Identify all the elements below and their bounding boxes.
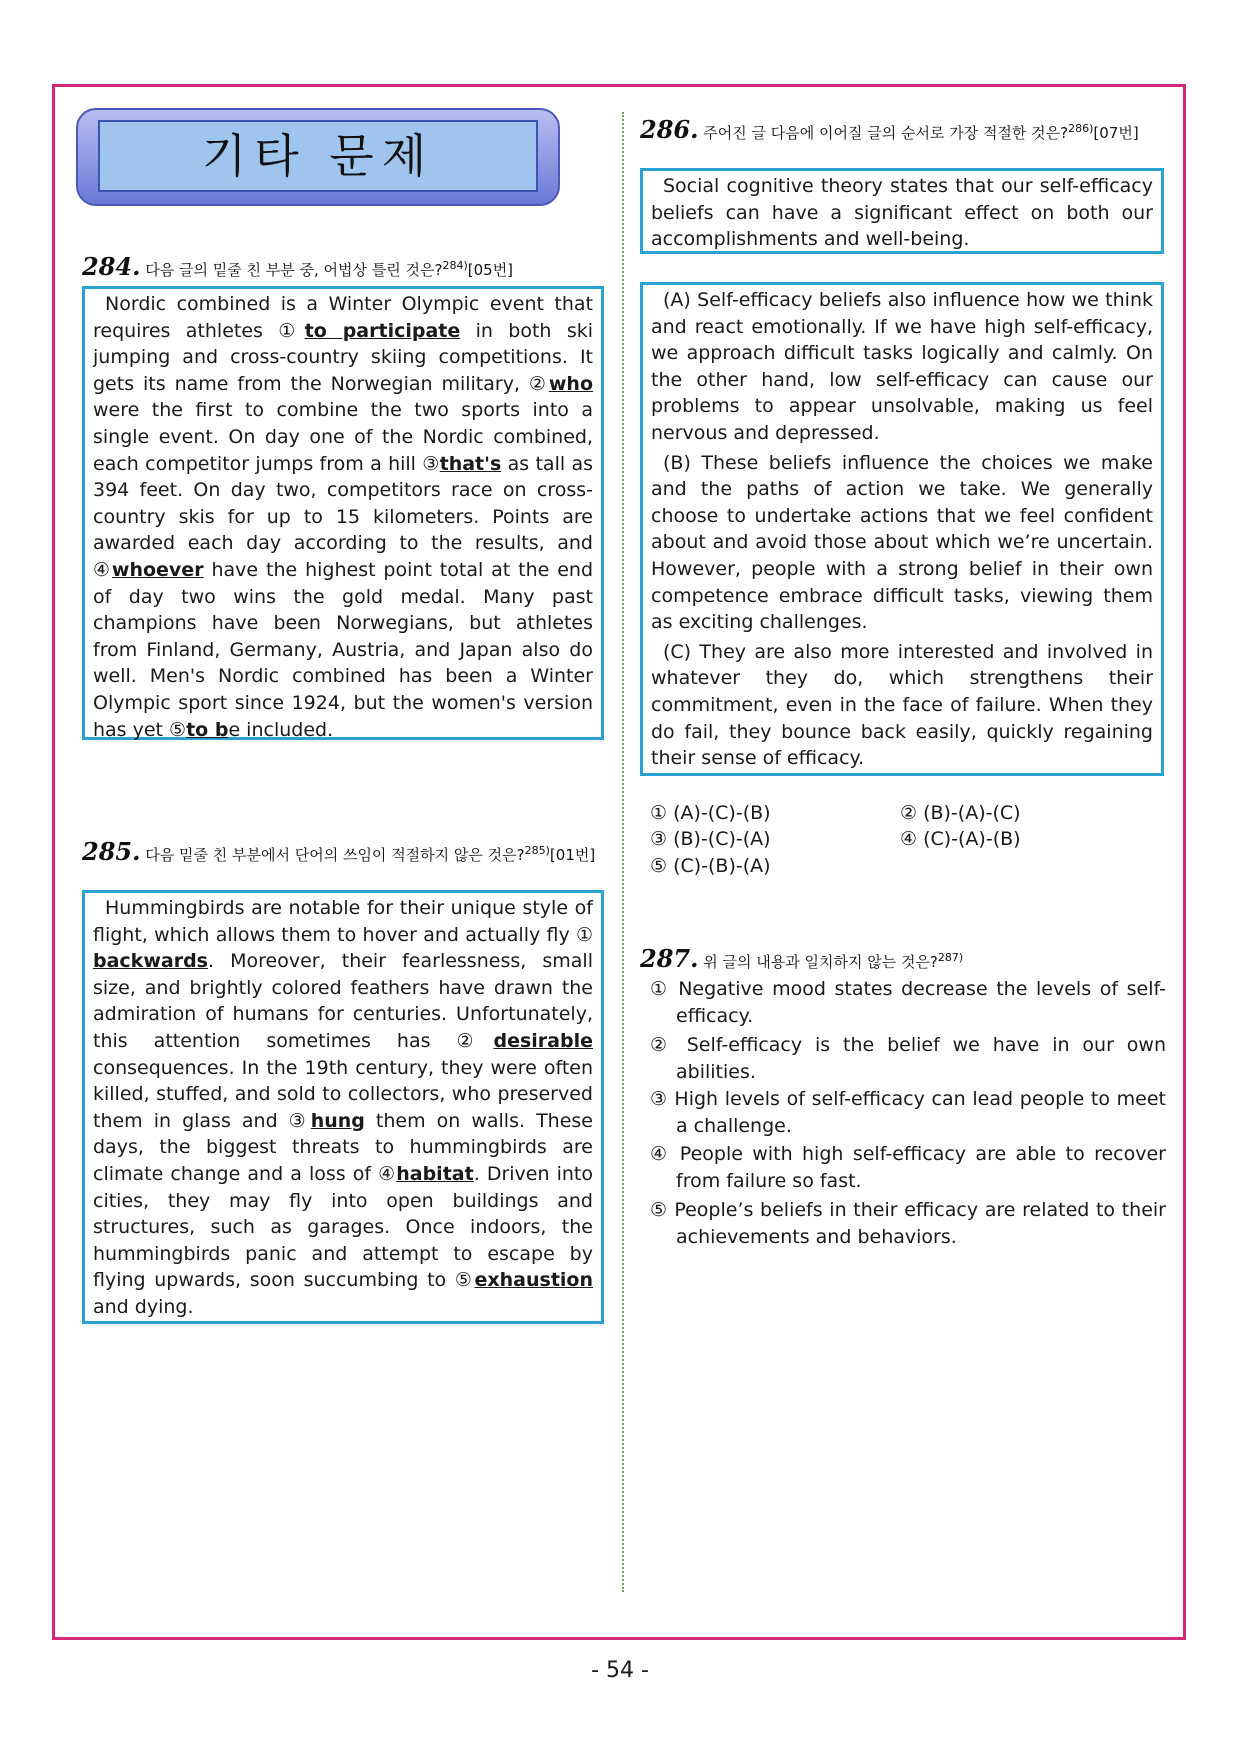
q285-text-3: consequences. In the 19th century, they were often killed, stuffed, and sold to collectors, who preserved them in glass and ③ xyxy=(93,1056,593,1132)
q284-text-6: e included. xyxy=(228,718,334,741)
q286-option-1[interactable]: ① (A)-(C)-(B) xyxy=(650,802,771,824)
q287-statement-4[interactable]: ④ People with high self-efficacy are able to recover from failure so fast. xyxy=(650,1143,1166,1192)
q287-statement-5[interactable]: ⑤ People’s beliefs in their efficacy are related to their achievements and behaviors. xyxy=(650,1199,1166,1248)
q284-text-4: as tall as 394 feet. On day two, competitors race on cross-country skis for up to 15 kilometers. Points are awarded each day according to the results, and ④ xyxy=(93,452,593,581)
q284-text-3: were the first to combine the two sports into a single event. On day one of the Nordic combined, each competitor jumps from a hill ③ xyxy=(93,399,593,475)
q286-prompt: 주어진 글 다음에 이어질 글의 순서로 가장 적절한 것은? xyxy=(703,124,1069,142)
q286-option-3[interactable]: ③ (B)-(C)-(A) xyxy=(650,828,771,850)
q287-prompt: 위 글의 내용과 일치하지 않는 것은? xyxy=(703,953,938,971)
q284-underline-2: who xyxy=(548,372,593,395)
page-number: - 54 - xyxy=(591,1658,649,1683)
q285-text-5: . Driven into cities, they may fly into open buildings and structures, such as garages. Once indoors, the hummingbirds panic and attempt to escape by flying upwards, soon succumbing to ⑤ xyxy=(93,1162,593,1292)
q286-number: 286. xyxy=(640,115,699,144)
q284-header xyxy=(82,254,552,282)
q284-number: 284. xyxy=(82,252,141,281)
column-divider xyxy=(622,112,624,1592)
q284-passage xyxy=(93,291,593,743)
q287-ref: 287) xyxy=(937,951,964,964)
q284-passage-box xyxy=(82,286,604,740)
q285-prompt: 다음 밑줄 친 부분에서 단어의 쓰임이 적절하지 않은 것은? xyxy=(145,846,525,864)
q286-option-2[interactable]: ② (B)-(A)-(C) xyxy=(900,802,1021,824)
q286-option-4[interactable]: ④ (C)-(A)-(B) xyxy=(900,828,1021,850)
q286-ref: 286) xyxy=(1068,122,1094,135)
q285-header xyxy=(82,838,606,868)
q284-underline-5: to b xyxy=(186,718,229,741)
q285-text-2: . Moreover, their fearlessness, small size, and brightly colored feathers have drawn the admiration of humans for centuries. Unfortunately, this attention sometimes has ② xyxy=(93,950,593,1052)
q287-statement-1[interactable]: ① Negative mood states decrease the levels of self-efficacy. xyxy=(650,978,1166,1027)
q284-tag: [05번] xyxy=(467,261,514,279)
q286-paragraph-a: (A) Self-efficacy beliefs also influence how we think and react emotionally. If we have high self-efficacy, we approach difficult tasks logically and calmly. On the other hand, low self-efficacy can cause our problems to appear unsolvable, making us feel nervous and depressed. xyxy=(651,289,1153,444)
q285-number: 285. xyxy=(82,837,141,866)
section-title: 기타 문제 xyxy=(201,129,435,183)
q285-tag: [01번] xyxy=(549,846,596,864)
q284-prompt: 다음 글의 밑줄 친 부분 중, 어법상 틀린 것은? xyxy=(145,261,443,279)
q287-number: 287. xyxy=(640,944,699,973)
q285-ref: 285) xyxy=(524,844,550,857)
q287-statement-2[interactable]: ② Self-efficacy is the belief we have in our own abilities. xyxy=(650,1034,1166,1083)
q284-text-2: in both ski jumping and cross-country skiing competitions. It gets its name from the Norwegian military, ② xyxy=(93,319,593,395)
q285-underline-1: backwards xyxy=(93,950,208,973)
q285-passage xyxy=(93,895,593,1321)
q286-passages-box xyxy=(640,282,1164,776)
q285-underline-2: desirable xyxy=(493,1029,593,1052)
q284-underline-4: whoever xyxy=(111,558,204,581)
q285-text-4: them on walls. These days, the biggest threats to hummingbirds are climate change and a loss of ④ xyxy=(93,1109,593,1185)
q284-underline-1: to participate xyxy=(304,319,461,342)
q286-option-5[interactable]: ⑤ (C)-(B)-(A) xyxy=(650,855,771,877)
q285-underline-5: exhaustion xyxy=(474,1269,593,1292)
q285-text-6: and dying. xyxy=(93,1295,194,1318)
q286-intro: Social cognitive theory states that our self-efficacy beliefs can have a significant effect on both our accomplishments and well-being. xyxy=(651,175,1153,251)
q285-passage-box xyxy=(82,890,604,1324)
q286-tag: [07번] xyxy=(1093,124,1139,142)
q287-header xyxy=(640,946,1164,974)
q284-ref: 284) xyxy=(442,259,468,272)
q284-underline-3: that's xyxy=(439,452,502,475)
q286-paragraph-b: (B) These beliefs influence the choices we make and the paths of action we take. We generally choose to undertake actions that we feel confident about and avoid those about which we’re uncertain. However, people with a strong belief in their own competence embrace difficult tasks, viewing them as exciting challenges. xyxy=(651,451,1153,634)
q286-intro-box xyxy=(640,168,1164,254)
q284-text-1: Nordic combined is a Winter Olympic event that requires athletes ① xyxy=(93,293,593,342)
q285-underline-3: hung xyxy=(310,1109,365,1132)
q285-text-1: Hummingbirds are notable for their unique style of flight, which allows them to hover and actually fly ① xyxy=(93,897,593,946)
q284-text-5: have the highest point total at the end of day two wins the gold medal. Many past champions have been Norwegians, but athletes from Finland, Germany, Austria, and Japan also do well. Men's Nordic combined has been a Winter Olympic sport since 1924, but the women's version has yet ⑤ xyxy=(93,558,593,741)
q287-statement-3[interactable]: ③ High levels of self-efficacy can lead people to meet a challenge. xyxy=(650,1088,1166,1137)
q286-paragraph-c: (C) They are also more interested and involved in whatever they do, which strengthens their commitment, even in the face of failure. When they do fail, they bounce back easily, quickly regaining their sense of efficacy. xyxy=(651,640,1153,770)
q285-underline-4: habitat xyxy=(396,1162,474,1185)
q286-header xyxy=(640,116,1164,146)
